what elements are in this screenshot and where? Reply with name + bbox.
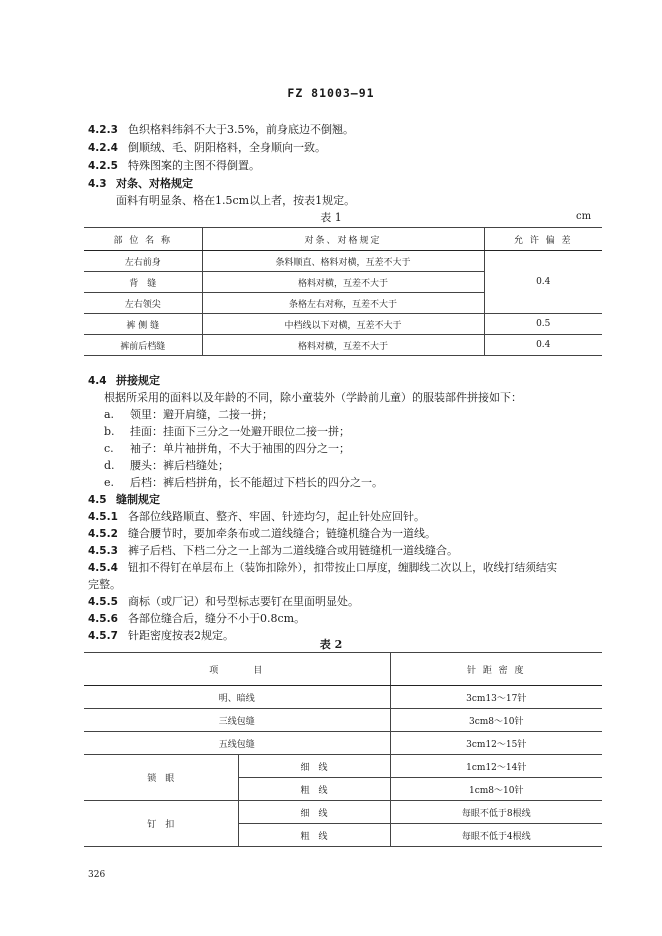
table2-header-row xyxy=(84,653,602,686)
table-cell: 每眼不低于8根线 xyxy=(390,801,602,824)
clause-text: 商标（或厂记）和号型标志要钉在里面明显处。 xyxy=(128,595,359,608)
clause-number: 4.5.6 xyxy=(88,613,118,625)
table-cell: 三线包缝 xyxy=(84,709,390,732)
table-cell: 钉 扣 xyxy=(84,801,238,847)
table1-header-row xyxy=(84,228,602,251)
clause-4-5-5 xyxy=(88,594,359,610)
clause-4-5-3 xyxy=(88,543,458,559)
table-cell: 裤前后档缝 xyxy=(84,335,202,356)
table-header: 针 距 密 度 xyxy=(390,653,602,686)
table-header: 对条、对格规定 xyxy=(202,228,484,251)
table-cell: 锁 眼 xyxy=(84,755,238,801)
table-cell: 左右领尖 xyxy=(84,293,202,314)
section-title: 缝制规定 xyxy=(116,493,160,506)
clause-text: 裤子后档、下档二分之一上部为二道线缝合或用链缝机一道线缝合。 xyxy=(128,544,458,557)
table-cell: 背 缝 xyxy=(84,272,202,293)
section-4-3-intro: 面料有明显条、格在1.5cm以上者，按表1规定。 xyxy=(116,194,356,207)
table-row xyxy=(84,801,602,824)
table2 xyxy=(84,652,602,847)
clause-text: 特殊图案的主图不得倒置。 xyxy=(128,159,260,172)
table-row xyxy=(84,709,602,732)
table-cell: 细 线 xyxy=(238,755,390,778)
table-row xyxy=(84,314,602,335)
list-label: e. xyxy=(104,476,115,489)
clause-number: 4.3 xyxy=(88,178,107,190)
list-label: d. xyxy=(104,459,115,472)
clause-number: 4.4 xyxy=(88,375,107,387)
table-cell: 五线包缝 xyxy=(84,732,390,755)
clause-text: 各部位缝合后，缝分不小于0.8cm。 xyxy=(128,612,306,625)
table-row xyxy=(84,732,602,755)
clause-number: 4.5.2 xyxy=(88,528,118,540)
list-label: c. xyxy=(104,442,114,455)
table-cell: 3cm8～10针 xyxy=(390,709,602,732)
clause-text: 缝合腰节时，要加牵条布或二道线缝合；链缝机缝合为一道线。 xyxy=(128,527,436,540)
section-title: 对条、对格规定 xyxy=(116,177,193,190)
clause-4-5-2 xyxy=(88,526,436,542)
table-row xyxy=(84,686,602,709)
table1 xyxy=(84,227,602,356)
clause-4-2-5 xyxy=(88,158,260,174)
table-cell: 格料对横，互差不大于 xyxy=(202,272,484,293)
document-header: FZ 81003—91 xyxy=(287,86,375,100)
clause-number: 4.5.3 xyxy=(88,545,118,557)
clause-text: 倒顺绒、毛、阴阳格料，全身顺向一致。 xyxy=(128,141,326,154)
list-text: 腰头：裤后档缝处； xyxy=(130,459,229,472)
clause-4-5-1 xyxy=(88,509,425,525)
table-cell: 粗 线 xyxy=(238,824,390,847)
clause-number: 4.5.4 xyxy=(88,562,118,574)
list-label: b. xyxy=(104,425,115,438)
table-row xyxy=(84,755,602,778)
table-cell: 明、暗线 xyxy=(84,686,390,709)
table1-unit: cm xyxy=(576,211,592,222)
list-item xyxy=(104,424,350,440)
table-cell: 每眼不低于4根线 xyxy=(390,824,602,847)
table-cell: 中档线以下对横，互差不大于 xyxy=(202,314,484,335)
table-cell: 条料顺直、格料对横，互差不大于 xyxy=(202,251,484,272)
table-row xyxy=(84,251,602,272)
table-cell: 1cm12～14针 xyxy=(390,755,602,778)
table-cell: 1cm8～10针 xyxy=(390,778,602,801)
table-cell: 3cm13～17针 xyxy=(390,686,602,709)
clause-text: 各部位线路顺直、整齐、牢固、针迹均匀，起止针处应回针。 xyxy=(128,510,425,523)
table-cell: 0.5 xyxy=(484,314,602,335)
section-4-4-title xyxy=(88,373,160,389)
table-header: 部 位 名 称 xyxy=(84,228,202,251)
clause-number: 4.5.1 xyxy=(88,511,118,523)
section-4-5-title xyxy=(88,492,160,508)
table-header: 允 许 偏 差 xyxy=(484,228,602,251)
clause-number: 4.2.4 xyxy=(88,142,118,154)
clause-text: 色织格料纬斜不大于3.5%，前身底边不倒翘。 xyxy=(128,123,354,136)
page-number: 326 xyxy=(88,870,106,880)
table-row xyxy=(84,335,602,356)
clause-number: 4.2.5 xyxy=(88,160,118,172)
table-cell: 细 线 xyxy=(238,801,390,824)
table-cell: 0.4 xyxy=(484,335,602,356)
clause-number: 4.2.3 xyxy=(88,124,118,136)
clause-number: 4.5 xyxy=(88,494,107,506)
clause-4-2-4 xyxy=(88,140,326,156)
list-text: 袖子：单片袖拼角，不大于袖围的四分之一； xyxy=(130,442,350,455)
list-item xyxy=(104,407,273,423)
list-text: 领里：避开肩缝，二接一拼； xyxy=(130,408,273,421)
clause-number: 4.5.7 xyxy=(88,630,118,642)
clause-text: 钮扣不得钉在单层布上（装饰扣除外），扣带按止口厚度，缠脚线二次以上，收线打结须结实 xyxy=(128,562,558,574)
list-item xyxy=(104,475,383,491)
section-4-4-intro: 根据所采用的面料以及年龄的不同，除小童装外（学龄前儿童）的服装部件拼接如下： xyxy=(104,391,522,404)
table-cell: 裤 侧 缝 xyxy=(84,314,202,335)
list-item xyxy=(104,441,350,457)
list-text: 后档：裤后档拼角，长不能超过下档长的四分之一。 xyxy=(130,476,383,489)
list-label: a. xyxy=(104,408,115,421)
list-item xyxy=(104,458,229,474)
clause-4-5-4-continued: 完整。 xyxy=(88,578,121,591)
table-cell: 左右前身 xyxy=(84,251,202,272)
table-header: 项 目 xyxy=(84,653,390,686)
table-cell: 格料对横，互差不大于 xyxy=(202,335,484,356)
clause-4-2-3 xyxy=(88,122,354,138)
table-cell: 粗 线 xyxy=(238,778,390,801)
clause-4-5-4 xyxy=(88,560,557,576)
table-cell: 3cm12～15针 xyxy=(390,732,602,755)
table-cell: 0.4 xyxy=(484,251,602,314)
table1-title: 表 1 xyxy=(320,211,342,224)
clause-number: 4.5.5 xyxy=(88,596,118,608)
clause-text: 针距密度按表2规定。 xyxy=(128,629,234,642)
list-text: 挂面：挂面下三分之一处避开眼位二接一拼； xyxy=(130,425,350,438)
table-cell: 条格左右对称，互差不大于 xyxy=(202,293,484,314)
clause-4-5-6 xyxy=(88,611,305,627)
section-4-3-title xyxy=(88,176,193,192)
table2-title: 表 2 xyxy=(319,638,343,651)
section-title: 拼接规定 xyxy=(116,374,160,387)
